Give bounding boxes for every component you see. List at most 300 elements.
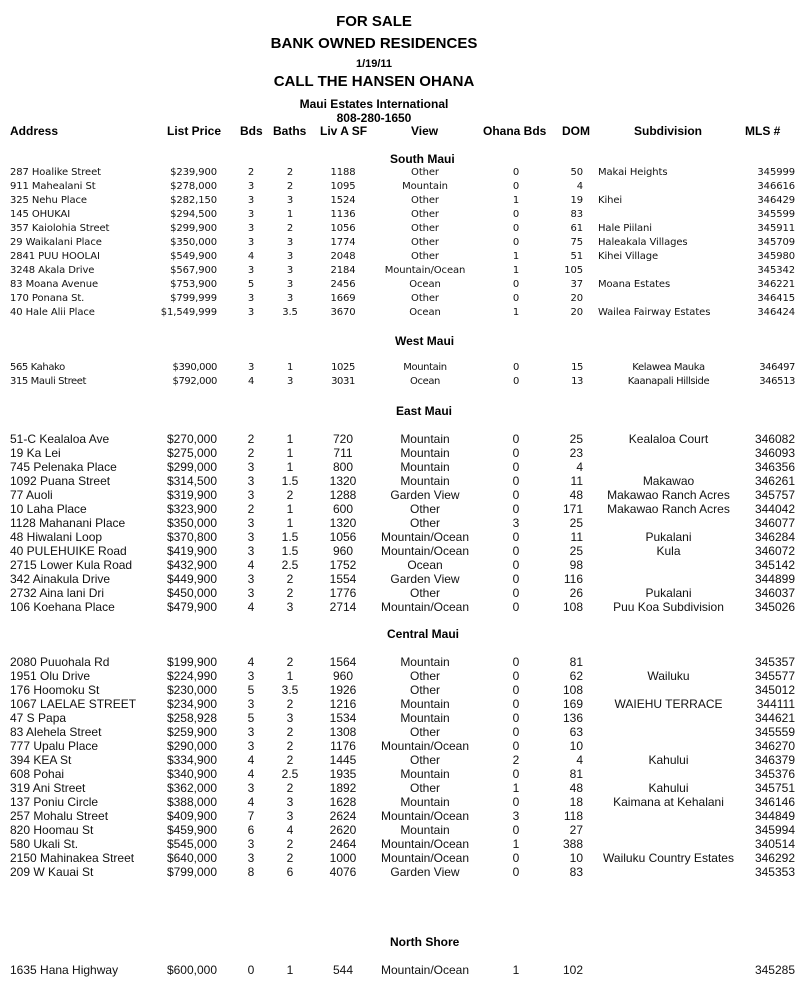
col-mls: MLS # (745, 124, 781, 138)
list-price-cell: $334,900 (166, 753, 217, 767)
list-price-cell: $278,000 (170, 181, 217, 192)
mls-number-cell: 345599 (757, 209, 795, 220)
bedrooms-cell: 5 (247, 279, 255, 290)
bedrooms-cell: 3 (247, 195, 255, 206)
address-cell: 745 Pelenaka Place (10, 460, 117, 474)
address-cell: 3248 Akala Drive (10, 265, 95, 276)
table-row (0, 963, 800, 977)
ohana-bds-cell: 0 (512, 223, 520, 234)
baths-cell: 2 (286, 181, 294, 192)
ohana-bds-cell: 0 (512, 167, 520, 178)
living-area-cell: 1025 (331, 362, 355, 373)
address-cell: 357 Kaiolohia Street (10, 223, 110, 234)
view-cell: Mountain (400, 823, 450, 837)
mls-number-cell: 340514 (754, 837, 795, 851)
ohana-bds-cell: 2 (512, 753, 520, 767)
bedrooms-cell: 4 (248, 376, 254, 387)
living-area-cell: 1534 (329, 711, 357, 725)
list-price-cell: $230,000 (166, 683, 217, 697)
ohana-bds-cell: 0 (512, 711, 520, 725)
list-price-cell: $299,000 (166, 460, 217, 474)
living-area-cell: 1752 (329, 558, 357, 572)
living-area-cell: 4076 (329, 865, 357, 879)
days-on-market-cell: 48 (569, 781, 583, 795)
days-on-market-cell: 81 (569, 767, 583, 781)
address-cell: 77 Auoli (10, 488, 53, 502)
ohana-bds-cell: 0 (512, 795, 520, 809)
ohana-bds-cell: 0 (512, 530, 520, 544)
baths-cell: 2 (286, 223, 294, 234)
living-area-cell: 960 (332, 669, 354, 683)
living-area-cell: 1926 (329, 683, 357, 697)
baths-cell: 1.5 (281, 530, 299, 544)
baths-cell: 3.5 (282, 307, 298, 318)
mls-number-cell: 346072 (754, 544, 795, 558)
list-price-cell: $450,000 (166, 586, 217, 600)
list-price-cell: $459,900 (166, 823, 217, 837)
view-cell: Garden View (390, 572, 460, 586)
list-price-cell: $282,150 (170, 195, 217, 206)
table-row (0, 572, 800, 586)
bedrooms-cell: 3 (247, 307, 255, 318)
mls-number-cell: 346270 (754, 739, 795, 753)
table-row (0, 753, 800, 767)
view-cell: Other (411, 293, 439, 304)
view-cell: Mountain/Ocean (380, 739, 470, 753)
address-cell: 83 Moana Avenue (10, 279, 99, 290)
ohana-bds-cell: 0 (512, 181, 520, 192)
mls-number-cell: 346424 (757, 307, 795, 318)
baths-cell: 2 (286, 753, 294, 767)
subdivision-cell: Pukalani (645, 586, 692, 600)
ohana-bds-cell: 0 (512, 432, 520, 446)
bedrooms-cell: 3 (248, 362, 254, 373)
bedrooms-cell: 3 (247, 474, 255, 488)
view-cell: Ocean (410, 376, 440, 387)
list-price-cell: $323,900 (166, 502, 217, 516)
mls-number-cell: 345911 (757, 223, 795, 234)
col-baths: Baths (273, 124, 307, 138)
list-price-cell: $799,999 (170, 293, 217, 304)
mls-number-cell: 345026 (754, 600, 795, 614)
bedrooms-cell: 3 (247, 488, 255, 502)
bedrooms-cell: 3 (247, 181, 255, 192)
col-dom: DOM (562, 124, 590, 138)
living-area-cell: 1095 (330, 181, 356, 192)
mls-number-cell: 345012 (754, 683, 795, 697)
bedrooms-cell: 3 (247, 586, 255, 600)
living-area-cell: 1288 (329, 488, 357, 502)
days-on-market-cell: 26 (569, 586, 583, 600)
table-row (0, 292, 800, 306)
view-cell: Other (409, 753, 440, 767)
bedrooms-cell: 3 (247, 725, 255, 739)
baths-cell: 1 (286, 669, 294, 683)
table-row (0, 446, 800, 460)
table-row (0, 697, 800, 711)
table-row (0, 837, 800, 851)
view-cell: Other (409, 516, 440, 530)
baths-cell: 3 (286, 279, 294, 290)
list-price-cell: $799,000 (166, 865, 217, 879)
days-on-market-cell: 19 (570, 195, 583, 206)
mls-number-cell: 344042 (754, 502, 795, 516)
subdivision-cell: Pukalani (645, 530, 692, 544)
bedrooms-cell: 4 (247, 655, 255, 669)
ohana-bds-cell: 0 (512, 544, 520, 558)
mls-number-cell: 346616 (757, 181, 795, 192)
living-area-cell: 1445 (329, 753, 357, 767)
section-east-maui: East Maui (396, 404, 453, 418)
mls-number-cell: 346077 (754, 516, 795, 530)
bedrooms-cell: 4 (247, 767, 255, 781)
address-cell: 2732 Aina lani Dri (10, 586, 105, 600)
days-on-market-cell: 81 (569, 655, 583, 669)
view-cell: Mountain (400, 432, 450, 446)
address-cell: 777 Upalu Place (10, 739, 99, 753)
ohana-bds-cell: 0 (512, 237, 520, 248)
days-on-market-cell: 15 (571, 362, 583, 373)
living-area-cell: 3670 (330, 307, 356, 318)
mls-number-cell: 346093 (754, 446, 795, 460)
address-cell: 319 Ani Street (10, 781, 86, 795)
list-price-cell: $419,900 (166, 544, 217, 558)
mls-number-cell: 345142 (754, 558, 795, 572)
view-cell: Mountain/Ocean (380, 544, 470, 558)
bedrooms-cell: 3 (247, 837, 255, 851)
bedrooms-cell: 3 (247, 669, 255, 683)
list-price-cell: $275,000 (166, 446, 217, 460)
subtitle: BANK OWNED RESIDENCES (270, 35, 478, 52)
bedrooms-cell: 3 (247, 293, 255, 304)
living-area-cell: 711 (333, 446, 353, 460)
days-on-market-cell: 4 (576, 753, 583, 767)
table-row (0, 460, 800, 474)
subdivision-cell: Kealaloa Court (628, 432, 709, 446)
view-cell: Ocean (407, 558, 443, 572)
address-cell: 342 Ainakula Drive (10, 572, 111, 586)
view-cell: Mountain/Ocean (380, 837, 470, 851)
baths-cell: 3 (286, 265, 294, 276)
table-row (0, 488, 800, 502)
address-cell: 176 Hoomoku St (10, 683, 100, 697)
baths-cell: 2 (286, 655, 294, 669)
list-price-cell: $290,000 (166, 739, 217, 753)
days-on-market-cell: 171 (562, 502, 583, 516)
baths-cell: 1 (286, 446, 294, 460)
living-area-cell: 1216 (329, 697, 357, 711)
baths-cell: 4 (286, 823, 294, 837)
view-cell: Other (409, 586, 440, 600)
bedrooms-cell: 3 (247, 223, 255, 234)
view-cell: Other (409, 683, 440, 697)
mls-number-cell: 344621 (754, 711, 795, 725)
table-row (0, 432, 800, 446)
subdivision-cell: Wailuku (647, 669, 690, 683)
list-price-cell: $350,000 (166, 516, 217, 530)
baths-cell: 3 (286, 795, 294, 809)
living-area-cell: 800 (332, 460, 354, 474)
mls-number-cell: 346429 (757, 195, 795, 206)
view-cell: Mountain (402, 181, 448, 192)
view-cell: Ocean (409, 307, 441, 318)
view-cell: Other (411, 223, 439, 234)
mls-number-cell: 345376 (754, 767, 795, 781)
table-row (0, 739, 800, 753)
list-price-cell: $545,000 (166, 837, 217, 851)
table-row (0, 586, 800, 600)
mls-number-cell: 344111 (756, 697, 795, 711)
bedrooms-cell: 7 (247, 809, 255, 823)
days-on-market-cell: 83 (570, 209, 583, 220)
baths-cell: 2 (286, 837, 294, 851)
baths-cell: 1.5 (281, 474, 299, 488)
days-on-market-cell: 75 (570, 237, 583, 248)
table-row (0, 781, 800, 795)
baths-cell: 2.5 (281, 767, 299, 781)
living-area-cell: 720 (332, 432, 354, 446)
list-price-cell: $362,000 (166, 781, 217, 795)
view-cell: Other (409, 781, 440, 795)
section-north-shore: North Shore (390, 935, 460, 949)
baths-cell: 6 (286, 865, 294, 879)
baths-cell: 1 (286, 502, 294, 516)
table-row (0, 166, 800, 180)
view-cell: Mountain/Ocean (380, 963, 470, 977)
bedrooms-cell: 6 (247, 823, 255, 837)
days-on-market-cell: 83 (569, 865, 583, 879)
view-cell: Other (409, 502, 440, 516)
days-on-market-cell: 10 (569, 851, 583, 865)
list-price-cell: $299,900 (170, 223, 217, 234)
bedrooms-cell: 4 (247, 251, 255, 262)
table-row (0, 194, 800, 208)
subdivision-cell: Moana Estates (598, 279, 671, 290)
view-cell: Mountain/Ocean (384, 265, 466, 276)
baths-cell: 1 (286, 460, 294, 474)
table-row (0, 306, 800, 320)
days-on-market-cell: 25 (569, 544, 583, 558)
address-cell: 1635 Hana Highway (10, 963, 119, 977)
ohana-bds-cell: 0 (512, 293, 520, 304)
table-row (0, 655, 800, 669)
subdivision-cell: Wailea Fairway Estates (598, 307, 711, 318)
days-on-market-cell: 136 (562, 711, 583, 725)
address-cell: 137 Poniu Circle (10, 795, 99, 809)
subdivision-cell: Kula (656, 544, 681, 558)
address-cell: 1092 Puana Street (10, 474, 111, 488)
view-cell: Mountain (400, 446, 450, 460)
table-row (0, 474, 800, 488)
ohana-bds-cell: 1 (512, 963, 520, 977)
address-cell: 48 Hiwalani Loop (10, 530, 103, 544)
view-cell: Ocean (409, 279, 441, 290)
baths-cell: 3 (286, 293, 294, 304)
subdivision-cell: Kaanapali Hillside (627, 376, 710, 387)
ohana-bds-cell: 1 (512, 265, 520, 276)
days-on-market-cell: 20 (570, 307, 583, 318)
living-area-cell: 600 (332, 502, 354, 516)
days-on-market-cell: 50 (570, 167, 583, 178)
baths-cell: 1 (287, 362, 293, 373)
table-row (0, 711, 800, 725)
days-on-market-cell: 48 (569, 488, 583, 502)
list-price-cell: $449,900 (166, 572, 217, 586)
baths-cell: 2 (286, 167, 294, 178)
list-price-cell: $409,900 (166, 809, 217, 823)
days-on-market-cell: 108 (562, 600, 583, 614)
address-cell: 2150 Mahinakea Street (10, 851, 135, 865)
baths-cell: 3 (286, 237, 294, 248)
bedrooms-cell: 3 (247, 572, 255, 586)
mls-number-cell: 344849 (754, 809, 795, 823)
ohana-bds-cell: 0 (512, 502, 520, 516)
table-row (0, 558, 800, 572)
address-cell: 608 Pohai (10, 767, 65, 781)
list-price-cell: $370,800 (166, 530, 217, 544)
address-cell: 565 Kahako (10, 362, 65, 373)
baths-cell: 2 (286, 851, 294, 865)
days-on-market-cell: 23 (569, 446, 583, 460)
subdivision-cell: Makawao (642, 474, 695, 488)
list-price-cell: $239,900 (170, 167, 217, 178)
living-area-cell: 1136 (330, 209, 356, 220)
address-cell: 315 Mauli Street (10, 376, 87, 387)
bedrooms-cell: 4 (247, 600, 255, 614)
mls-number-cell: 346037 (754, 586, 795, 600)
table-row (0, 516, 800, 530)
list-price-cell: $350,000 (170, 237, 217, 248)
table-row (0, 250, 800, 264)
address-cell: 10 Laha Place (10, 502, 87, 516)
living-area-cell: 1000 (329, 851, 357, 865)
mls-number-cell: 346513 (759, 376, 795, 387)
date: 1/19/11 (355, 58, 393, 70)
mls-number-cell: 345357 (754, 655, 795, 669)
col-bds: Bds (240, 124, 263, 138)
subdivision-cell: Hale Piilani (598, 223, 652, 234)
table-row (0, 851, 800, 865)
mls-number-cell: 345709 (757, 237, 795, 248)
ohana-bds-cell: 3 (512, 516, 520, 530)
baths-cell: 3 (287, 376, 293, 387)
ohana-bds-cell: 1 (512, 781, 520, 795)
list-price-cell: $1,549,999 (160, 307, 217, 318)
ohana-bds-cell: 0 (512, 767, 520, 781)
bedrooms-cell: 4 (247, 558, 255, 572)
col-list-price: List Price (167, 124, 222, 138)
list-price-cell: $479,900 (166, 600, 217, 614)
mls-number-cell: 346497 (759, 362, 795, 373)
view-cell: Mountain (400, 460, 450, 474)
living-area-cell: 2620 (329, 823, 357, 837)
baths-cell: 3 (286, 809, 294, 823)
bedrooms-cell: 3 (247, 237, 255, 248)
table-row (0, 375, 800, 389)
mls-number-cell: 346356 (754, 460, 795, 474)
section-south-maui: South Maui (390, 152, 455, 166)
days-on-market-cell: 98 (569, 558, 583, 572)
section-west-maui: West Maui (395, 334, 455, 348)
days-on-market-cell: 108 (562, 683, 583, 697)
list-price-cell: $640,000 (166, 851, 217, 865)
address-cell: 19 Ka Lei (10, 446, 61, 460)
address-cell: 394 KEA St (10, 753, 72, 767)
list-price-cell: $600,000 (166, 963, 217, 977)
table-row (0, 502, 800, 516)
address-cell: 83 Alehela Street (10, 725, 102, 739)
bedrooms-cell: 4 (247, 795, 255, 809)
days-on-market-cell: 169 (562, 697, 583, 711)
bedrooms-cell: 3 (247, 697, 255, 711)
ohana-bds-cell: 0 (512, 725, 520, 739)
col-subdivision: Subdivision (634, 124, 703, 138)
baths-cell: 3 (286, 711, 294, 725)
living-area-cell: 2714 (329, 600, 357, 614)
mls-number-cell: 345559 (754, 725, 795, 739)
table-row (0, 278, 800, 292)
days-on-market-cell: 11 (570, 530, 583, 544)
ohana-bds-cell: 1 (512, 251, 520, 262)
table-row (0, 361, 800, 375)
mls-number-cell: 346415 (757, 293, 795, 304)
bedrooms-cell: 2 (247, 432, 255, 446)
address-cell: 1951 Olu Drive (10, 669, 91, 683)
table-row (0, 767, 800, 781)
list-price-cell: $270,000 (166, 432, 217, 446)
baths-cell: 3 (286, 600, 294, 614)
days-on-market-cell: 102 (562, 963, 583, 977)
days-on-market-cell: 388 (562, 837, 583, 851)
table-row (0, 208, 800, 222)
list-price-cell: $432,900 (166, 558, 217, 572)
address-cell: 2841 PUU HOOLAI (10, 251, 100, 262)
living-area-cell: 2464 (329, 837, 357, 851)
mls-number-cell: 346292 (754, 851, 795, 865)
list-price-cell: $199,900 (166, 655, 217, 669)
bedrooms-cell: 5 (247, 683, 255, 697)
ohana-bds-cell: 0 (512, 823, 520, 837)
view-cell: Other (411, 209, 439, 220)
living-area-cell: 3031 (331, 376, 355, 387)
ohana-bds-cell: 0 (512, 446, 520, 460)
living-area-cell: 960 (332, 544, 354, 558)
ohana-bds-cell: 3 (512, 809, 520, 823)
address-cell: 209 W Kauai St (10, 865, 94, 879)
address-cell: 40 PULEHUIKE Road (10, 544, 127, 558)
mls-number-cell: 345757 (754, 488, 795, 502)
view-cell: Garden View (390, 865, 460, 879)
living-area-cell: 1524 (330, 195, 356, 206)
list-price-cell: $314,500 (166, 474, 217, 488)
days-on-market-cell: 116 (563, 572, 583, 586)
days-on-market-cell: 13 (571, 376, 583, 387)
days-on-market-cell: 25 (569, 516, 583, 530)
mls-number-cell: 345999 (757, 167, 795, 178)
list-price-cell: $753,900 (170, 279, 217, 290)
baths-cell: 2 (286, 697, 294, 711)
table-row (0, 600, 800, 614)
living-area-cell: 1188 (330, 167, 356, 178)
mls-number-cell: 346284 (754, 530, 795, 544)
ohana-bds-cell: 0 (512, 209, 520, 220)
address-cell: 51-C Kealaloa Ave (10, 432, 110, 446)
col-address: Address (10, 124, 59, 138)
mls-number-cell: 345285 (754, 963, 795, 977)
address-cell: 145 OHUKAI (10, 209, 71, 220)
living-area-cell: 1564 (329, 655, 357, 669)
view-cell: Mountain/Ocean (380, 530, 470, 544)
